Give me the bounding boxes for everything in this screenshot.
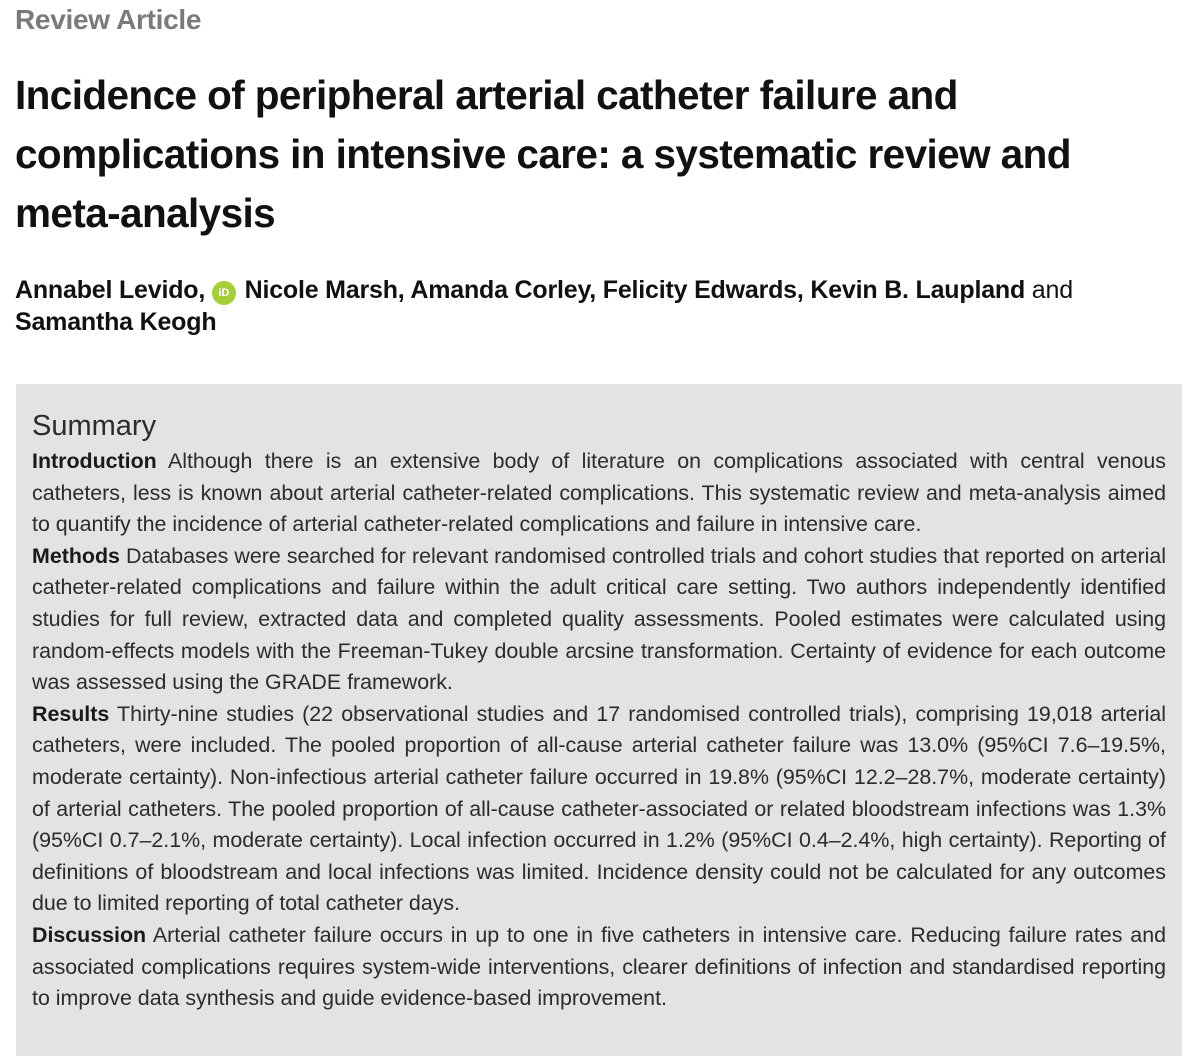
summary-heading: Summary (32, 410, 157, 442)
section-text-methods: Databases were searched for relevant randomised controlled trials and cohort studies that reported on arterial catheter-related complications and failure within the adult critical care setting. Two authors independently identified studies for full review, extracted data and completed quality assessments. Pooled estimates were calculated using random-effects models with the Freeman-Tukey double arcsine transformation. Certainty of evidence for each outcome was assessed using the GRADE framework. (32, 543, 1166, 695)
section-label-results: Results (32, 701, 110, 726)
summary-results (32, 699, 1166, 920)
author-names[interactable]: Nicole Marsh, Amanda Corley, Felicity Edwards, Kevin B. Laupland (244, 276, 1026, 304)
author-annabel-levido[interactable]: Annabel Levido, (15, 276, 206, 304)
section-label-introduction: Introduction (32, 449, 157, 473)
section-text-results: Thirty-nine studies (22 observational studies and 17 randomised controlled trials), comprising 19,018 arterial catheters, were included. The pooled proportion of all-cause arterial catheter failure was 13.0% (95%CI 7.6–19.5%, moderate certainty). Non-infectious arterial catheter failure occurred in 19.8% (95%CI 12.2–28.7%, moderate certainty) of arterial catheters. The pooled proportion of all-cause catheter-associated or related bloodstream infections was 1.3% (95%CI 0.7–2.1%, moderate certainty). Local infection occurred in 1.2% (95%CI 0.4–2.4%, high certainty). Reporting of definitions of bloodstream and local infections was limited. Incidence density could not be calculated for any outcomes due to limited reporting of total catheter days. (32, 701, 1166, 916)
section-text-discussion: Arterial catheter failure occurs in up to one in five catheters in intensive care. Reducing failure rates and associated complications requires system-wide interventions, clearer definitions of infection and standardised reporting to improve data synthesis and guide evidence-based improvement. (32, 922, 1166, 1011)
article-title: Incidence of peripheral arterial catheter failure and complications in intensive care: a systematic review and meta-analysis (15, 72, 1071, 236)
author-samantha-keogh[interactable]: Samantha Keogh (15, 308, 217, 336)
section-label-methods: Methods (32, 543, 120, 568)
summary-methods (32, 541, 1166, 699)
author-conjunction: and (1031, 276, 1073, 304)
section-label-discussion: Discussion (32, 922, 147, 947)
summary-introduction (32, 446, 1166, 541)
article-type: Review Article (15, 4, 202, 35)
summary-box (16, 384, 1182, 1056)
summary-discussion (32, 920, 1166, 1015)
section-text-introduction: Although there is an extensive body of literature on complications associated with central venous catheters, less is known about arterial catheter-related complications. This systematic review and meta-analysis aimed to quantify the incidence of arterial catheter-related complications and failure in intensive care. (32, 449, 1166, 537)
author-list (15, 274, 1185, 338)
orcid-icon[interactable]: iD (212, 281, 236, 305)
